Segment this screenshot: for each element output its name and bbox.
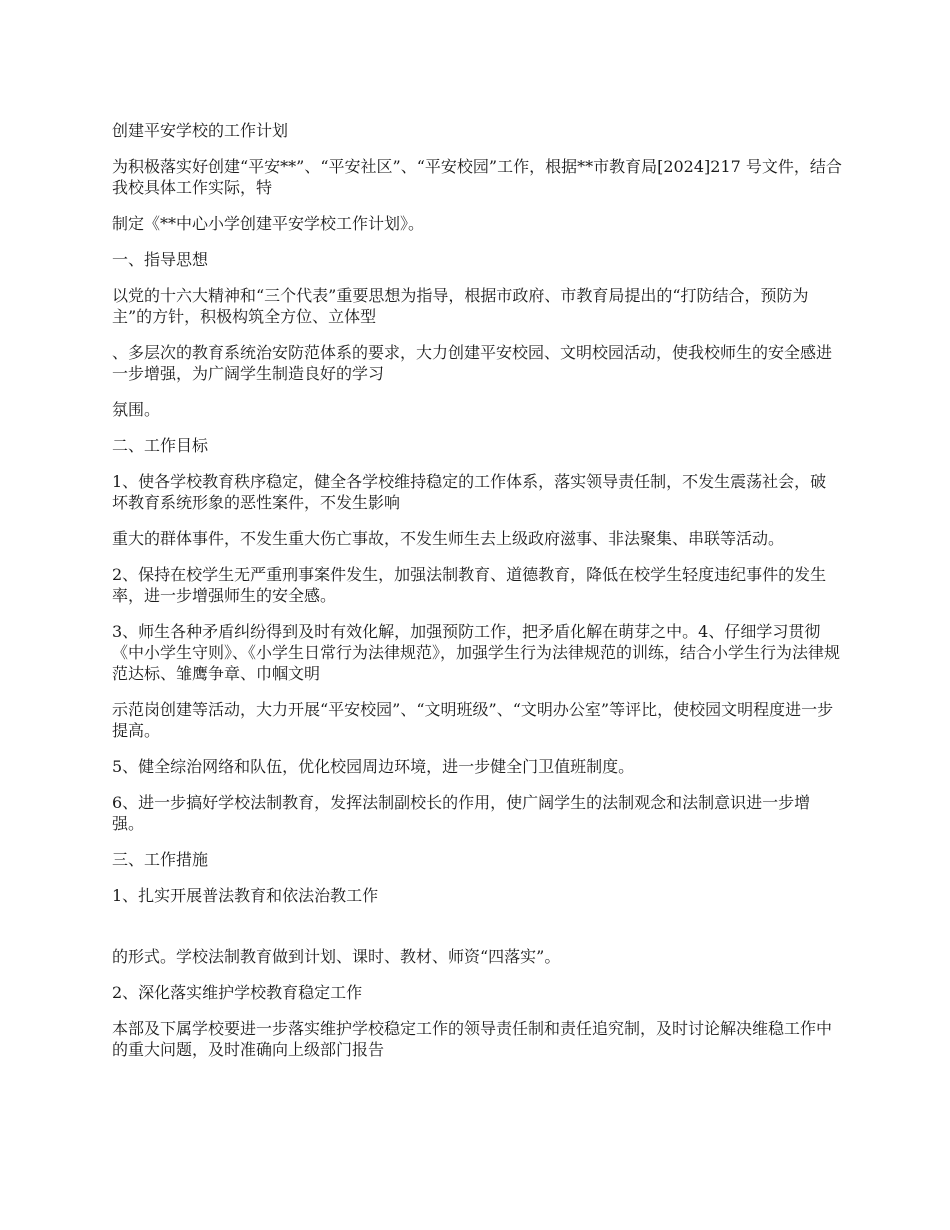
paragraph-guiding-thought-cont: 、多层次的教育系统治安防范体系的要求，大力创建平安校园、文明校园活动，使我校师生的安全感进一步增强，为广阔学生制造良好的学习	[112, 343, 833, 383]
paragraph-goal-3-4: 3、师生各种矛盾纠纷得到及时有效化解，加强预防工作，把矛盾化解在萌芽之中。4、仔细学习贯彻《中小学生守则》、《小学生日常行为法律规范》，加强学生行为法律规范的训练，结合小学生行为法律规范达标、雏鹰争章、巾帼文明	[112, 622, 841, 683]
paragraph-goal-1: 1、使各学校教育秩序稳定，健全各学校维持稳定的工作体系，落实领导责任制，不发生震荡社会，破坏教育系统形象的恶性案件，不发生影响	[112, 472, 827, 512]
paragraph-goal-1-cont: 重大的群体事件，不发生重大伤亡事故，不发生师生去上级政府滋事、非法聚集、串联等活动。	[112, 529, 785, 548]
paragraph-guiding-thought: 以党的十六大精神和“三个代表”重要思想为指导，根据市政府、市教育局提出的“打防结合，预防为主”的方针，积极构筑全方位、立体型	[112, 286, 809, 326]
section-heading-work-goals: 二、工作目标	[112, 436, 209, 455]
paragraph-measure-1-cont: 的形式。学校法制教育做到计划、课时、教材、师资“四落实”。	[112, 947, 561, 966]
paragraph-guiding-thought-end: 氛围。	[112, 400, 161, 419]
paragraph-measure-2-cont: 本部及下属学校要进一步落实维护学校稳定工作的领导责任制和责任追究制，及时讨论解决维稳工作中的重大问题，及时准确向上级部门报告	[112, 1019, 833, 1059]
paragraph-goal-4-cont: 示范岗创建等活动，大力开展“平安校园”、“文明班级”、“文明办公室”等评比，使校园文明程度进一步提高。	[112, 700, 834, 740]
paragraph-goal-2: 2、保持在校学生无严重刑事案件发生，加强法制教育、道德教育，降低在校学生轻度违纪事件的发生率，进一步增强师生的安全感。	[112, 565, 827, 605]
paragraph-goal-6: 6、进一步搞好学校法制教育，发挥法制副校长的作用，使广阔学生的法制观念和法制意识进一步增强。	[112, 793, 811, 833]
section-heading-work-measures: 三、工作措施	[112, 850, 209, 869]
paragraph-intro: 为积极落实好创建“平安**”、“平安社区”、“平安校园”工作，根据**市教育局[2024]217 号文件，结合我校具体工作实际，特	[112, 157, 842, 197]
section-heading-guiding-thought: 一、指导思想	[112, 250, 209, 269]
paragraph-measure-1: 1、扎实开展普法教育和依法治教工作	[112, 886, 379, 905]
paragraph-measure-2: 2、深化落实维护学校教育稳定工作	[112, 983, 363, 1002]
paragraph-intro-cont: 制定《**中心小学创建平安学校工作计划》。	[112, 214, 425, 233]
document-title: 创建平安学校的工作计划	[112, 121, 289, 140]
document-body	[112, 120, 842, 1075]
paragraph-goal-5: 5、健全综治网络和队伍，优化校园周边环境，进一步健全门卫值班制度。	[112, 757, 635, 776]
